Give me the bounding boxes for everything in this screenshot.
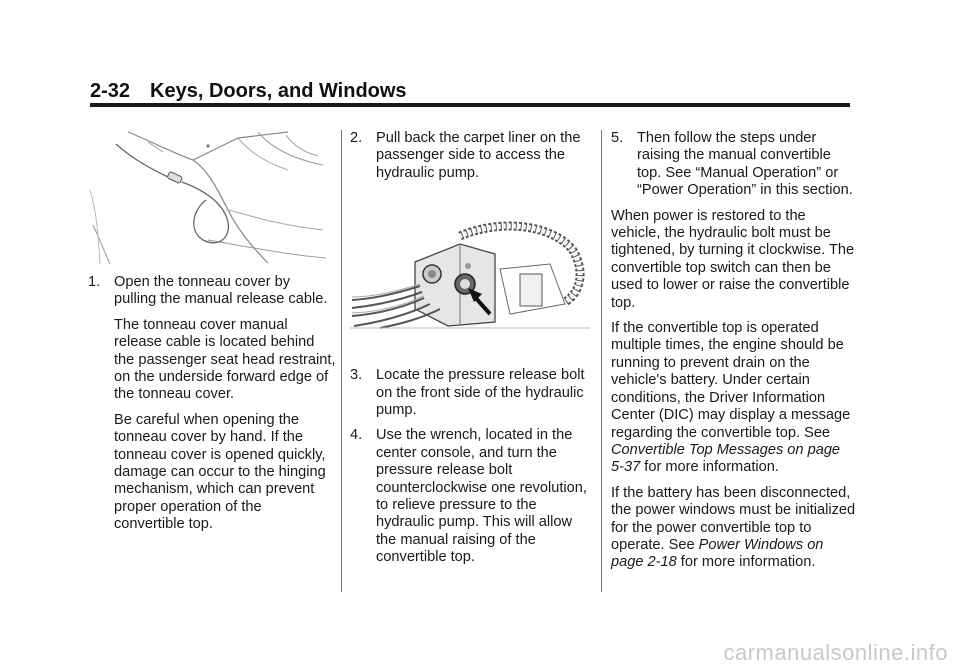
- step-number: 4.: [350, 427, 363, 444]
- step-number: 1.: [88, 274, 101, 290]
- paragraph-text: for more information.: [676, 554, 816, 571]
- column-1: [88, 130, 336, 534]
- step-5: [611, 130, 856, 200]
- tonneau-cable-illustration: [88, 130, 328, 265]
- cross-reference-link[interactable]: Power Windows on page 2-18: [611, 536, 824, 571]
- step-number: 2.: [350, 130, 363, 146]
- header-rule: [90, 103, 850, 107]
- paragraph: [611, 320, 856, 477]
- step-1: [88, 274, 336, 309]
- paragraph-text: for more information.: [640, 459, 779, 476]
- page-header: [90, 80, 407, 103]
- paragraph: Be careful when opening the tonneau cover by hand. If the tonneau cover is opened quickly, damage can occur to the hinging mechanism, which can prevent proper operation of the convertible top.: [114, 411, 326, 533]
- paragraph-text: If the battery has been disconnected, the power windows must be initialized for the power convertible top to operate. See: [611, 484, 856, 553]
- column-divider: [601, 130, 602, 592]
- paragraph: [611, 485, 856, 572]
- section-title: Keys, Doors, and Windows: [150, 80, 407, 102]
- step-number: 5.: [611, 130, 624, 146]
- step-text: Then follow the steps under raising the manual convertible top. See “Manual Operation” or “Power Operation” in this section.: [637, 130, 853, 199]
- step-text: Locate the pressure release bolt on the front side of the hydraulic pump.: [376, 367, 585, 419]
- column-divider: [341, 130, 342, 592]
- column-2: [350, 130, 595, 567]
- cross-reference-link[interactable]: Convertible Top Messages on page 5-37: [611, 441, 841, 476]
- step-text: Open the tonneau cover by pulling the manual release cable.: [114, 274, 328, 308]
- step-3: [350, 367, 595, 419]
- paragraph: When power is restored to the vehicle, the hydraulic bolt must be tightened, by turning it clockwise. The convertible top switch can then be used to lower or raise the convertible top.: [611, 207, 855, 311]
- paragraph-text: If the convertible top is operated multiple times, the engine should be running to prevent drain on the vehicle's battery. Under certain conditions, the Driver Information Center (DIC) may display a message regarding the convertible top. See: [611, 320, 851, 441]
- step-number: 3.: [350, 367, 363, 384]
- step-text: Pull back the carpet liner on the passenger side to access the hydraulic pump.: [376, 130, 581, 181]
- step-4: [350, 427, 595, 566]
- step-text: Use the wrench, located in the center console, and turn the pressure release bolt counterclockwise one revolution, to relieve pressure to the hydraulic pump. This will allow the manual raising of the convertible top.: [376, 427, 587, 566]
- page-number: 2-32: [90, 80, 131, 102]
- column-3: [611, 130, 856, 572]
- watermark: carmanualsonline.info: [723, 640, 948, 665]
- paragraph: The tonneau cover manual release cable is located behind the passenger seat head restraint, on the underside forward edge of the tonneau cover.: [114, 316, 336, 403]
- hydraulic-pump-illustration: [350, 214, 590, 329]
- step-2: [350, 130, 595, 182]
